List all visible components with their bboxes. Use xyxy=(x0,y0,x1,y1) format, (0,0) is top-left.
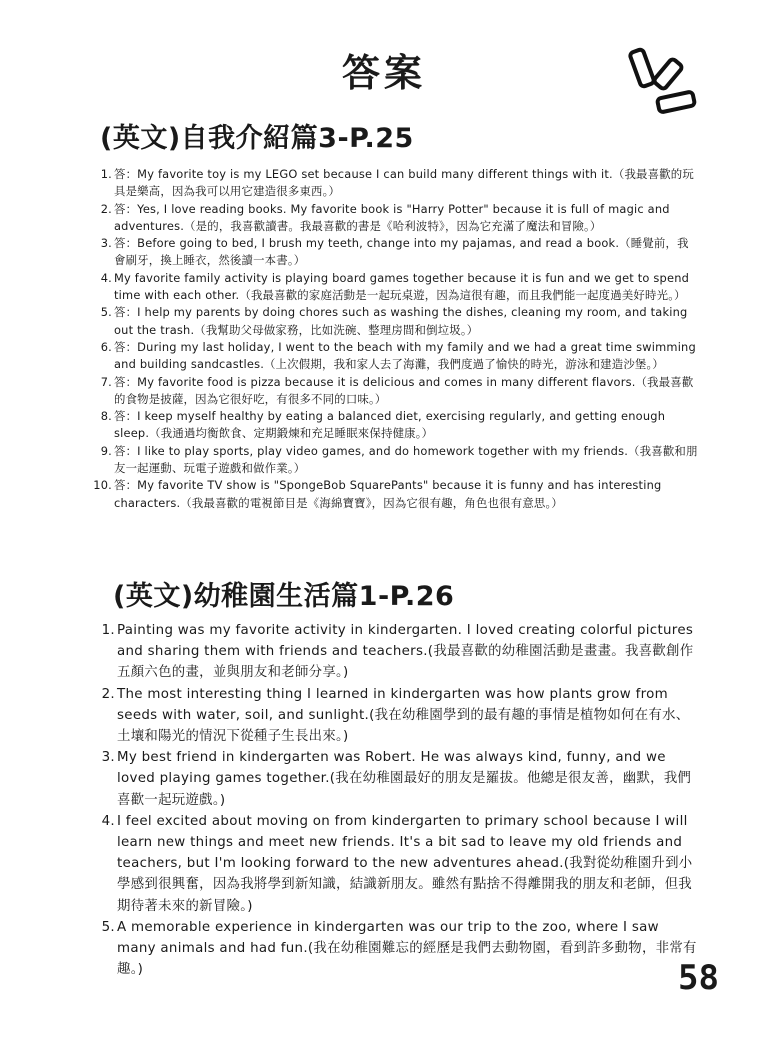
list-item xyxy=(90,477,700,512)
item-text: My favorite family activity is playing board games together because it is fun and we get to spend time with each other.（我最喜歡的家庭活動是一起玩桌遊，因為這很有趣，而且我們能一起度過美好時光。） xyxy=(114,270,690,303)
item-number: 3. xyxy=(101,750,115,766)
item-number: 7. xyxy=(100,374,112,389)
answer-list-kindergarten xyxy=(101,620,699,980)
item-text: 答：Yes, I love reading books. My favorite book is "Harry Potter" because it is full of magic and adventures.（是的，我喜歡讀書。我最喜歡的書是《哈利波特》，因為它充滿了魔法和冒險。） xyxy=(114,201,670,233)
list-item xyxy=(90,201,700,236)
answer-list-self-intro xyxy=(90,166,700,512)
list-item xyxy=(90,339,700,374)
item-number: 6. xyxy=(100,339,112,354)
section-title-kindergarten: (英文)幼稚園生活篇1-P.26 xyxy=(113,581,455,612)
item-text: The most interesting thing I learned in kindergarten was how plants grow from seeds with water, soil, and sunlight.(我在幼稚園學到的最有趣的事情是植物如何在有水、土壤和陽光的情況下從種子生長出來。) xyxy=(117,686,690,745)
section-title-self-intro: (英文)自我介紹篇3-P.25 xyxy=(100,123,414,154)
list-item xyxy=(90,374,700,409)
item-text: 答：I help my parents by doing chores such as washing the dishes, cleaning my room, and taking out the trash.（我幫助父母做家務，比如洗碗、整理房間和倒垃圾。） xyxy=(114,305,688,337)
item-number: 3. xyxy=(100,236,112,251)
item-number: 5. xyxy=(100,305,112,320)
page-title: 答案 xyxy=(341,51,426,95)
item-text: My best friend in kindergarten was Robert. He was always kind, funny, and we loved playing games together.(我在幼稚園最好的朋友是羅拔。他總是很友善，幽默，我們喜歡一起玩遊戲。) xyxy=(117,750,692,808)
item-number: 2. xyxy=(101,686,115,702)
item-text: 答：I keep myself healthy by eating a balanced diet, exercising regularly, and getting enough sleep.（我通過均衡飲食、定期鍛煉和充足睡眠來保持健康。） xyxy=(114,409,666,441)
list-item xyxy=(101,917,699,981)
list-item xyxy=(90,304,700,339)
list-item xyxy=(90,443,700,478)
item-text: 答：During my last holiday, I went to the beach with my family and we had a great time swimming and building sandcastles.（上次假期，我和家人去了海灘，我們度過了愉快的時光，游泳和建造沙堡。） xyxy=(114,339,696,372)
item-number: 1. xyxy=(100,167,112,181)
list-item xyxy=(90,408,700,443)
list-item xyxy=(101,620,699,684)
item-number: 1. xyxy=(101,623,115,638)
item-number: 10. xyxy=(93,478,112,493)
list-item xyxy=(101,684,699,748)
item-number: 8. xyxy=(100,409,112,424)
decorative-strokes-icon xyxy=(624,38,704,118)
item-number: 4. xyxy=(101,813,115,829)
item-text: 答：My favorite food is pizza because it is delicious and comes in many different flavors.（我最喜歡的食物是披薩，因為它很好吃，有很多不同的口味。） xyxy=(114,374,694,406)
item-number: 5. xyxy=(101,919,115,935)
item-text: 答：Before going to bed, I brush my teeth, change into my pajamas, and read a book.（睡覺前，我會刷牙，換上睡衣，然後讀一本書。） xyxy=(114,236,689,268)
list-item xyxy=(101,811,699,917)
list-item xyxy=(101,747,699,811)
item-text: Painting was my favorite activity in kindergarten. I loved creating colorful pictures and sharing them with friends and teachers.(我最喜歡的幼稚園活動是畫畫。我喜歡創作五顏六色的畫，並與朋友和老師分享。) xyxy=(117,623,694,681)
page-number: 58 xyxy=(678,958,719,998)
item-text: 答：My favorite toy is my LEGO set because I can build many different things with it.（我最喜歡的玩具是樂高，因為我可以用它建造很多東西。） xyxy=(114,167,694,199)
item-text: I feel excited about moving on from kindergarten to primary school because I will learn new things and meet new friends. It's a bit sad to leave my old friends and teachers, but I'm looking forward to the new adventures ahead.(我對從幼稚園升到小學感到很興奮，因為我將學到新知識，結識新朋友。雖然有點捨不得離開我的朋友和老師，但我期待著未來的新冒險。) xyxy=(117,813,693,914)
list-item xyxy=(90,235,700,270)
item-number: 4. xyxy=(100,270,112,285)
item-text: 答：I like to play sports, play video games, and do homework together with my friends.（我喜歡和朋友一起運動、玩電子遊戲和做作業。） xyxy=(114,443,698,476)
item-number: 2. xyxy=(100,201,112,216)
item-number: 9. xyxy=(100,443,112,458)
item-text: A memorable experience in kindergarten was our trip to the zoo, where I saw many animals and had fun.(我在幼稚園難忘的經歷是我們去動物園，看到許多動物，非常有趣。) xyxy=(117,919,697,978)
item-text: 答：My favorite TV show is "SpongeBob SquarePants" because it is funny and has interesting characters.（我最喜歡的電視節目是《海綿寶寶》，因為它很有趣，角色也很有意思。） xyxy=(114,478,662,510)
list-item xyxy=(90,270,700,305)
list-item xyxy=(90,166,700,201)
